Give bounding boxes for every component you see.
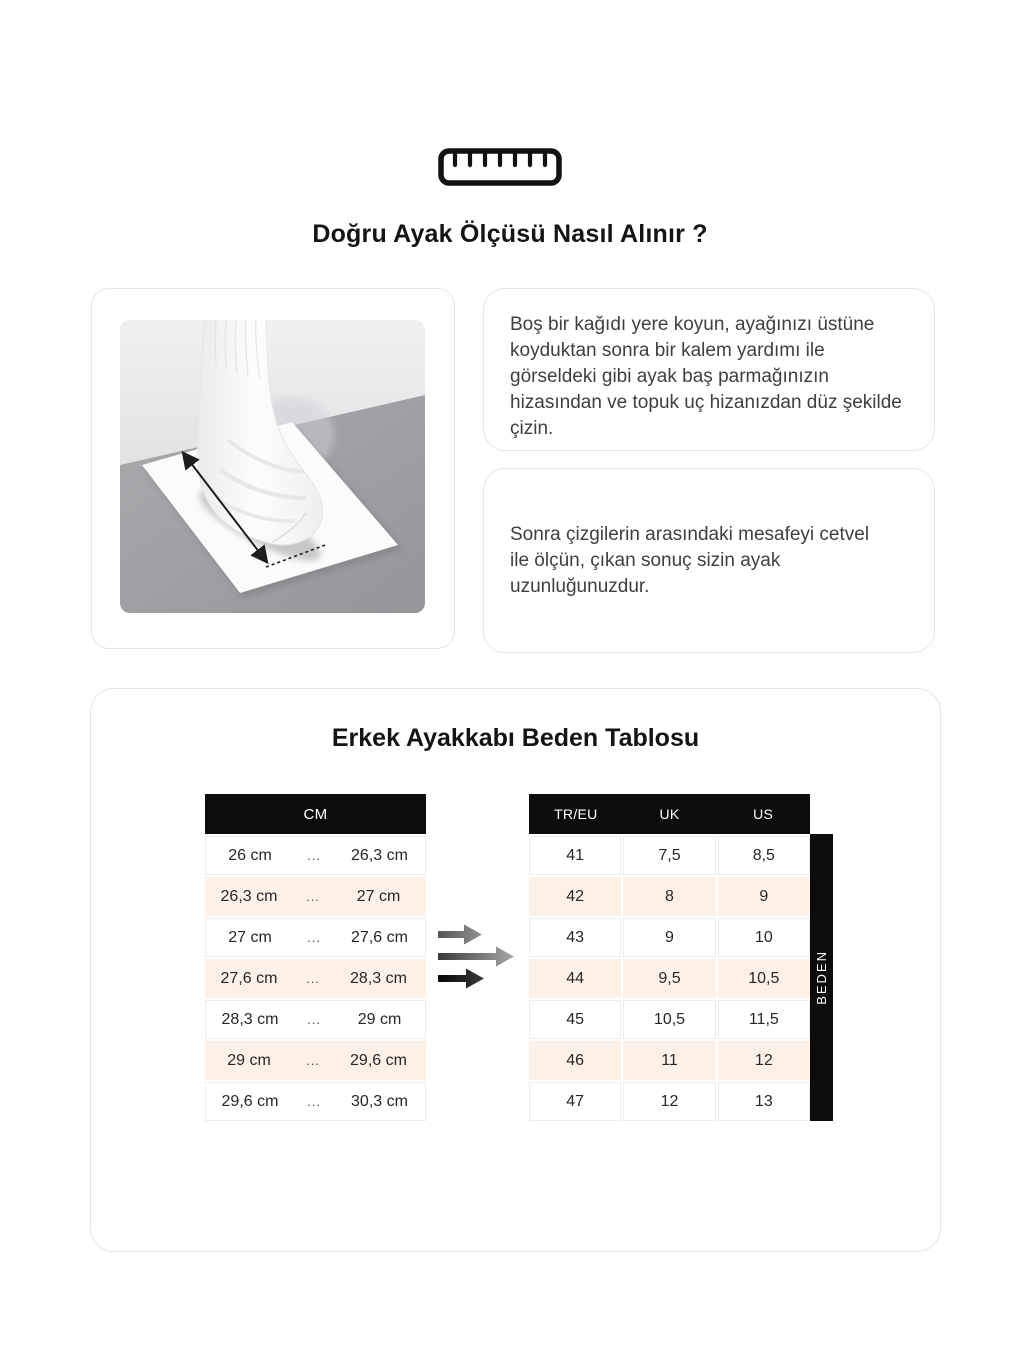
table-row: 29 cm ... 29,6 cm (205, 1041, 426, 1080)
ruler-icon (438, 148, 562, 186)
instruction-step1-text: Boş bir kağıdı yere koyun, ayağınızı üstüne koyduktan sonra bir kalem yardımı ile görseldeki gibi ayak baş parmağınızın hizasından ve topuk uç hizanızdan düz şekilde çizin. (510, 314, 902, 439)
beden-side-label: BEDEN (810, 834, 833, 1121)
table-row: 42 8 9 (529, 877, 810, 916)
table-row: 28,3 cm ... 29 cm (205, 1000, 426, 1039)
table-row: 46 11 12 (529, 1041, 810, 1080)
col-header-us: US (753, 806, 774, 822)
table-row: 43 9 10 (529, 918, 810, 957)
table-row: 29,6 cm ... 30,3 cm (205, 1082, 426, 1121)
table-row: 26 cm ... 26,3 cm (205, 836, 426, 875)
cm-table-header: CM (205, 794, 426, 834)
foot-measurement-photo (120, 320, 425, 613)
instruction-step2-text: Sonra çizgilerin arasındaki mesafeyi cetvel ile ölçün, çıkan sonuç sizin ayak uzunluğunuzdur. (510, 523, 870, 597)
col-header-tr-eu: TR/EU (554, 806, 598, 822)
measurement-photo-card (91, 288, 455, 649)
table-row: 47 12 13 (529, 1082, 810, 1121)
col-header-uk: UK (659, 806, 680, 822)
table-row: 26,3 cm ... 27 cm (205, 877, 426, 916)
size-table-header (529, 794, 810, 834)
size-conversion-table (529, 794, 810, 1123)
page-title: Doğru Ayak Ölçüsü Nasıl Alınır ? (312, 220, 708, 248)
size-table-body (529, 836, 810, 1121)
table-row: 27,6 cm ... 28,3 cm (205, 959, 426, 998)
instruction-card-step2 (483, 468, 935, 653)
size-table-card (90, 688, 941, 1252)
cm-range-table (205, 794, 426, 1123)
table-row: 41 7,5 8,5 (529, 836, 810, 875)
table-row: 45 10,5 11,5 (529, 1000, 810, 1039)
foot-on-paper-illustration (120, 320, 425, 613)
table-row: 44 9,5 10,5 (529, 959, 810, 998)
table-row: 27 cm ... 27,6 cm (205, 918, 426, 957)
transfer-arrows-icon (438, 924, 516, 992)
cm-table-body (205, 836, 426, 1121)
instruction-card-step1 (483, 288, 935, 451)
size-section-title: Erkek Ayakkabı Beden Tablosu (331, 724, 700, 752)
